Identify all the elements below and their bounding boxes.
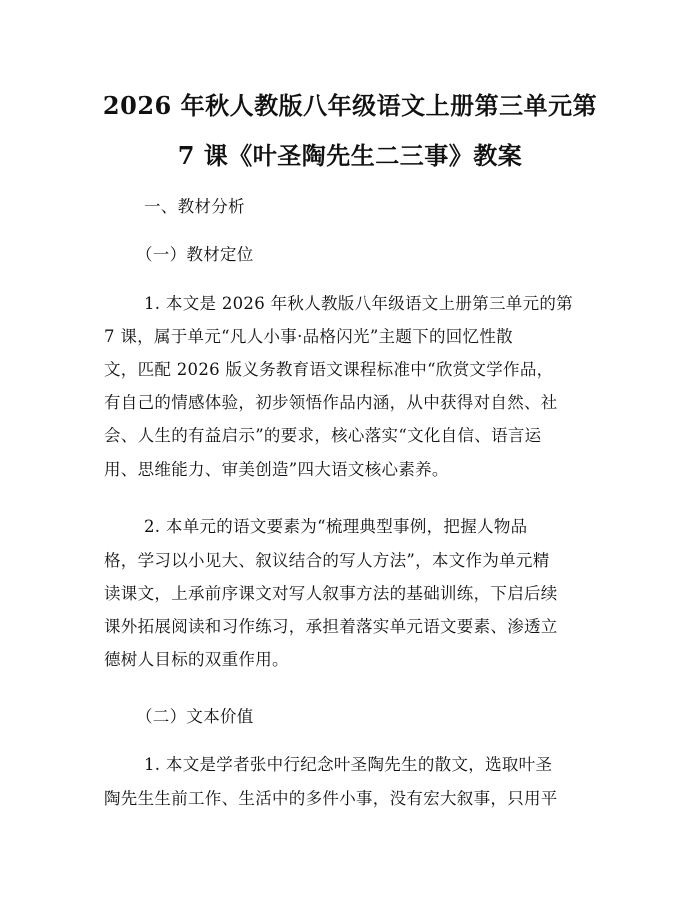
paragraph-2-line-1: 2. 本单元的语文要素为“梳理典型事例，把握人物品 <box>144 517 528 536</box>
paragraph-3-line-1: 1. 本文是学者张中行纪念叶圣陶先生的散文，选取叶圣 <box>144 755 553 774</box>
paragraph-1-line-3: 文，匹配 2026 版义务教育语文课程标准中“欣赏文学作品， <box>104 360 554 379</box>
paragraph-2-line-4: 课外拓展阅读和习作练习，承担着落实单元语文要素、渗透立 <box>104 617 558 636</box>
subsection-heading-text-value: （二）文本价值 <box>136 707 254 726</box>
document-title-line-2: 7 课《叶圣陶先生二三事》教案 <box>177 141 523 170</box>
paragraph-3-line-2: 陶先生生前工作、生活中的多件小事，没有宏大叙事，只用平 <box>104 789 558 808</box>
paragraph-1-line-1: 1. 本文是 2026 年秋人教版八年级语文上册第三单元的第 <box>144 294 573 313</box>
paragraph-1-line-2: 7 课，属于单元“凡人小事·品格闪光”主题下的回忆性散 <box>104 327 513 346</box>
paragraph-2-line-3: 读课文，上承前序课文对写人叙事方法的基础训练，下启后续 <box>104 584 558 603</box>
section-heading-textbook-analysis: 一、教材分析 <box>144 197 245 216</box>
paragraph-2-line-2: 格，学习以小见大、叙议结合的写人方法”，本文作为单元精 <box>104 551 550 570</box>
paragraph-2-line-5: 德树人目标的双重作用。 <box>104 650 289 669</box>
paragraph-1-line-4: 有自己的情感体验，初步领悟作品内涵，从中获得对自然、社 <box>104 393 558 412</box>
paragraph-1-line-5: 会、人生的有益启示”的要求，核心落实“文化自信、语言运 <box>104 426 542 445</box>
document-title-line-1: 2026 年秋人教版八年级语文上册第三单元第 <box>102 91 598 120</box>
subsection-heading-positioning: （一）教材定位 <box>136 245 254 264</box>
paragraph-1-line-6: 用、思维能力、审美创造”四大语文核心素养。 <box>104 460 449 479</box>
